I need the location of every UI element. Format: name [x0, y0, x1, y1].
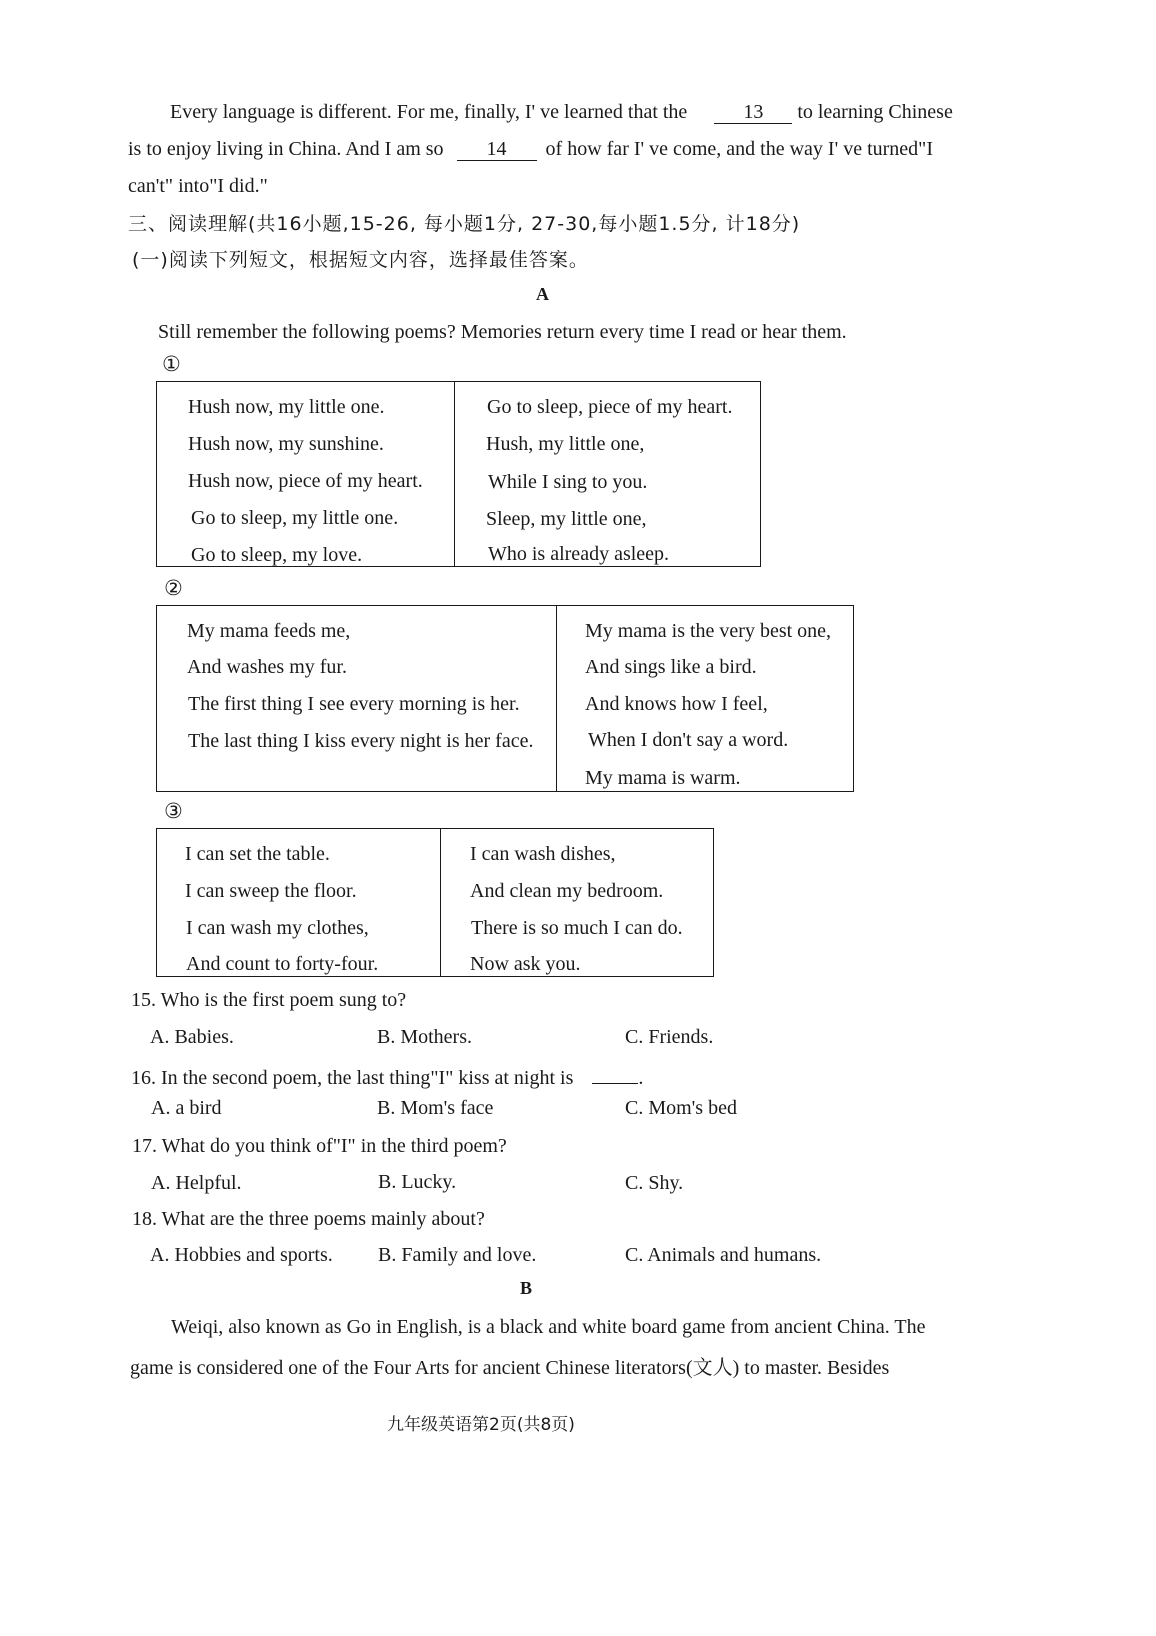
poem-3-left-line: I can set the table.	[185, 843, 330, 865]
question-15-option-c: C. Friends.	[625, 1026, 714, 1048]
poem-3-right-line: I can wash dishes,	[470, 843, 616, 865]
poem-2-divider	[556, 606, 557, 791]
question-17: 17. What do you think of"I" in the third poem?	[132, 1135, 507, 1157]
poem-1-right-line: Go to sleep, piece of my heart.	[487, 396, 733, 418]
poem-1-table	[156, 381, 761, 567]
passage-a-intro: Still remember the following poems? Memories return every time I read or hear them.	[158, 321, 847, 343]
poem-3-number: ③	[164, 799, 183, 823]
poem-1-divider	[454, 382, 455, 566]
question-15: 15. Who is the first poem sung to?	[131, 989, 407, 1011]
poem-2-table	[156, 605, 854, 792]
poem-3-left-line: I can wash my clothes,	[186, 917, 369, 939]
intro-line-1-pre: Every language is different. For me, finally, I' ve learned that the	[170, 101, 688, 123]
question-16-option-c: C. Mom's bed	[625, 1097, 737, 1119]
poem-1-right-line: While I sing to you.	[488, 471, 648, 493]
poem-1-left-line: Hush now, piece of my heart.	[188, 470, 423, 492]
passage-b-line-2: game is considered one of the Four Arts for ancient Chinese literators(文人) to master. Besides	[130, 1357, 890, 1379]
question-18: 18. What are the three poems mainly about?	[132, 1208, 485, 1230]
poem-3-right-line: Now ask you.	[470, 953, 581, 975]
question-17-option-b: B. Lucky.	[378, 1171, 457, 1193]
section-heading: 三、阅读理解(共16小题,15-26, 每小题1分, 27-30,每小题1.5分, 计18分)	[128, 213, 801, 235]
passage-a-label: A	[536, 284, 549, 304]
question-18-option-c: C. Animals and humans.	[625, 1244, 822, 1266]
poem-2-left-line: The last thing I kiss every night is her face.	[188, 730, 534, 752]
poem-2-right-line: My mama is the very best one,	[585, 620, 832, 642]
intro-line-2-post: of how far I' ve come, and the way I' ve turned"I	[545, 138, 933, 160]
poem-3-right-line: And clean my bedroom.	[470, 880, 664, 902]
question-15-option-b: B. Mothers.	[377, 1026, 472, 1048]
poem-2-left-line: The first thing I see every morning is her.	[188, 693, 520, 715]
poem-3-right-line: There is so much I can do.	[471, 917, 683, 939]
poem-1-left-line: Go to sleep, my love.	[191, 544, 363, 566]
poem-2-number: ②	[164, 576, 183, 600]
poem-2-right-line: And sings like a bird.	[585, 656, 757, 678]
question-16-text: 16. In the second poem, the last thing"I" kiss at night is	[131, 1067, 574, 1089]
intro-line-2	[128, 138, 933, 161]
question-15-option-a: A. Babies.	[150, 1026, 234, 1048]
poem-2-right-line: My mama is warm.	[585, 767, 741, 789]
poem-3-table	[156, 828, 714, 977]
question-18-option-a: A. Hobbies and sports.	[150, 1244, 333, 1266]
question-16-option-a: A. a bird	[151, 1097, 222, 1119]
poem-1-right-line: Who is already asleep.	[488, 543, 670, 565]
question-16-option-b: B. Mom's face	[377, 1097, 494, 1119]
intro-line-2-pre: is to enjoy living in China. And I am so	[128, 138, 444, 160]
poem-2-left-line: And washes my fur.	[187, 656, 347, 678]
poem-2-left-line: My mama feeds me,	[187, 620, 351, 642]
page-footer: 九年级英语第2页(共8页)	[387, 1415, 575, 1435]
passage-b-label: B	[520, 1278, 533, 1298]
question-17-option-c: C. Shy.	[625, 1172, 684, 1194]
answer-blank-13: 13	[714, 101, 792, 124]
poem-1-right-line: Sleep, my little one,	[486, 508, 647, 530]
poem-2-right-line: When I don't say a word.	[588, 729, 789, 751]
question-16-blank	[592, 1063, 638, 1084]
intro-line-1	[170, 101, 953, 124]
poem-1-number: ①	[162, 352, 181, 376]
poem-1-right-line: Hush, my little one,	[486, 433, 645, 455]
question-16-tail: .	[638, 1067, 644, 1089]
intro-line-3: can't" into"I did."	[128, 175, 268, 197]
poem-1-left-line: Hush now, my little one.	[188, 396, 385, 418]
answer-blank-14: 14	[457, 138, 537, 161]
question-17-option-a: A. Helpful.	[151, 1172, 242, 1194]
poem-3-left-line: And count to forty-four.	[186, 953, 379, 975]
sub-heading: (一)阅读下列短文，根据短文内容，选择最佳答案。	[132, 249, 589, 271]
intro-line-1-post: to learning Chinese	[797, 101, 953, 123]
passage-b-line-1: Weiqi, also known as Go in English, is a black and white board game from ancient China. The	[171, 1316, 926, 1338]
question-16	[131, 1063, 643, 1090]
question-18-option-b: B. Family and love.	[378, 1244, 537, 1266]
poem-1-left-line: Hush now, my sunshine.	[188, 433, 384, 455]
poem-3-left-line: I can sweep the floor.	[185, 880, 357, 902]
poem-2-right-line: And knows how I feel,	[585, 693, 768, 715]
poem-3-divider	[440, 829, 441, 976]
poem-1-left-line: Go to sleep, my little one.	[191, 507, 399, 529]
